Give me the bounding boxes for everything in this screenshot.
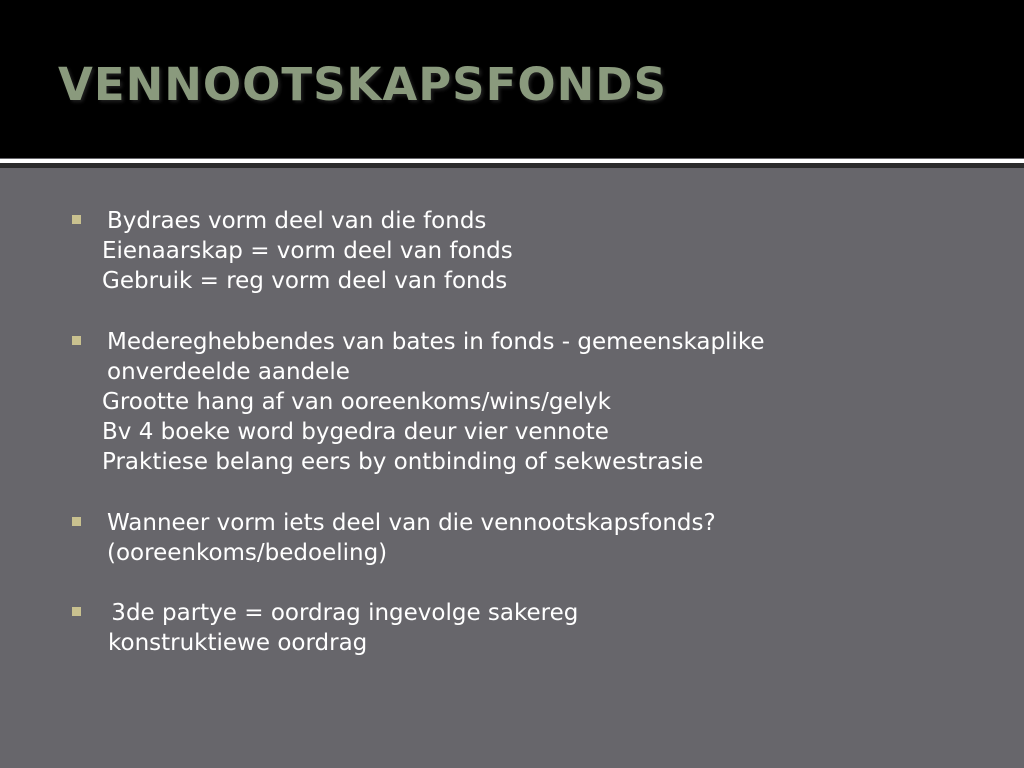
bullet-1-line-1: Bydraes vorm deel van die fonds (107, 208, 487, 234)
bullet-2-line-1: Medereghebbendes van bates in fonds - gemeenskaplike (107, 329, 765, 355)
bullet-3-line-1: Wanneer vorm iets deel van die vennootskapsfonds? (107, 510, 716, 536)
bullet-2-line-3: Grootte hang af van ooreenkoms/wins/gelyk (102, 389, 611, 415)
bullet-square-icon (72, 336, 81, 345)
slide-title: VENNOOTSKAPSFONDS (58, 58, 668, 111)
bullet-4-line-1: 3de partye = oordrag ingevolge sakereg (104, 600, 579, 626)
bullet-square-icon (72, 215, 81, 224)
bullet-2-line-4: Bv 4 boeke word bygedra deur vier vennote (102, 419, 609, 445)
bullet-1-line-2: Eienaarskap = vorm deel van fonds (102, 238, 513, 264)
bullet-square-icon (72, 607, 81, 616)
bullet-2-line-2: onverdeelde aandele (107, 359, 350, 385)
bullet-2-line-5: Praktiese belang eers by ontbinding of sekwestrasie (102, 449, 704, 475)
bullet-square-icon (72, 517, 81, 526)
bullet-4-line-2: konstruktiewe oordrag (108, 630, 368, 656)
bullet-1-line-3: Gebruik = reg vorm deel van fonds (102, 268, 508, 294)
bullet-3-line-2: (ooreenkoms/bedoeling) (107, 540, 388, 566)
